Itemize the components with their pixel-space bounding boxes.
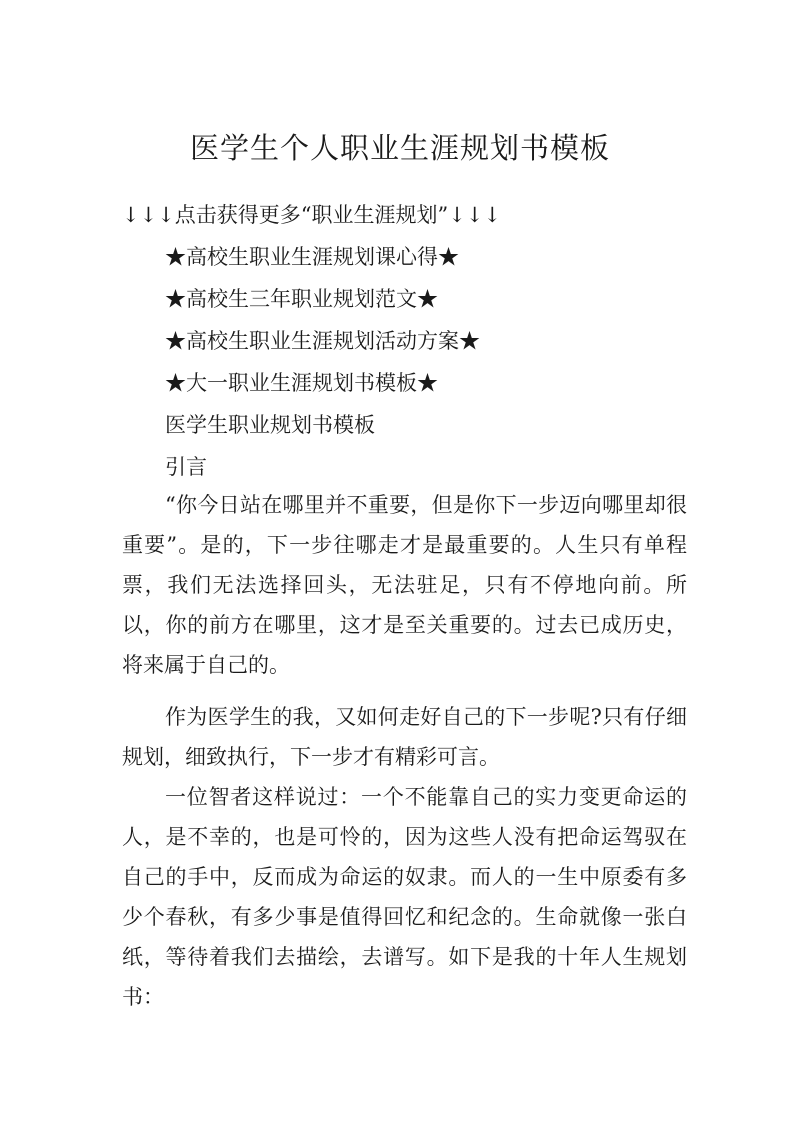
body-paragraph-3: 一位智者这样说过：一个不能靠自己的实力变更命运的人，是不幸的，也是可怜的，因为这些人没有把命运驾驭在自己的手中，反而成为命运的奴隶。而人的一生中原委有多少个春秋，有多少事是值得回忆和纪念的。生命就像一张白纸，等待着我们去描绘，去谱写。如下是我的十年人生规划书：	[122, 785, 687, 1009]
promo-link[interactable]: ↓↓↓点击获得更多“职业生涯规划”↓↓↓	[122, 203, 502, 227]
body-paragraph-2: 作为医学生的我，又如何走好自己的下一步呢?只有仔细规划，细致执行，下一步才有精彩可言。	[122, 705, 687, 769]
related-link-2[interactable]: ★高校生三年职业规划范文★	[165, 287, 438, 311]
body-paragraph-1: “你今日站在哪里并不重要，但是你下一步迈向哪里却很重要”。是的，下一步往哪走才是最重要的。人生只有单程票，我们无法选择回头，无法驻足，只有不停地向前。所以，你的前方在哪里，这才是至关重要的。过去已成历史，将来属于自己的。	[122, 493, 687, 677]
related-link-1[interactable]: ★高校生职业生涯规划课心得★	[165, 245, 459, 269]
document-subtitle: 医学生职业规划书模板	[165, 413, 375, 437]
related-link-3[interactable]: ★高校生职业生涯规划活动方案★	[165, 329, 480, 353]
related-link-4[interactable]: ★大一职业生涯规划书模板★	[165, 371, 438, 395]
document-title: 医学生个人职业生涯规划书模板	[189, 131, 610, 165]
section-heading: 引言	[165, 455, 207, 479]
